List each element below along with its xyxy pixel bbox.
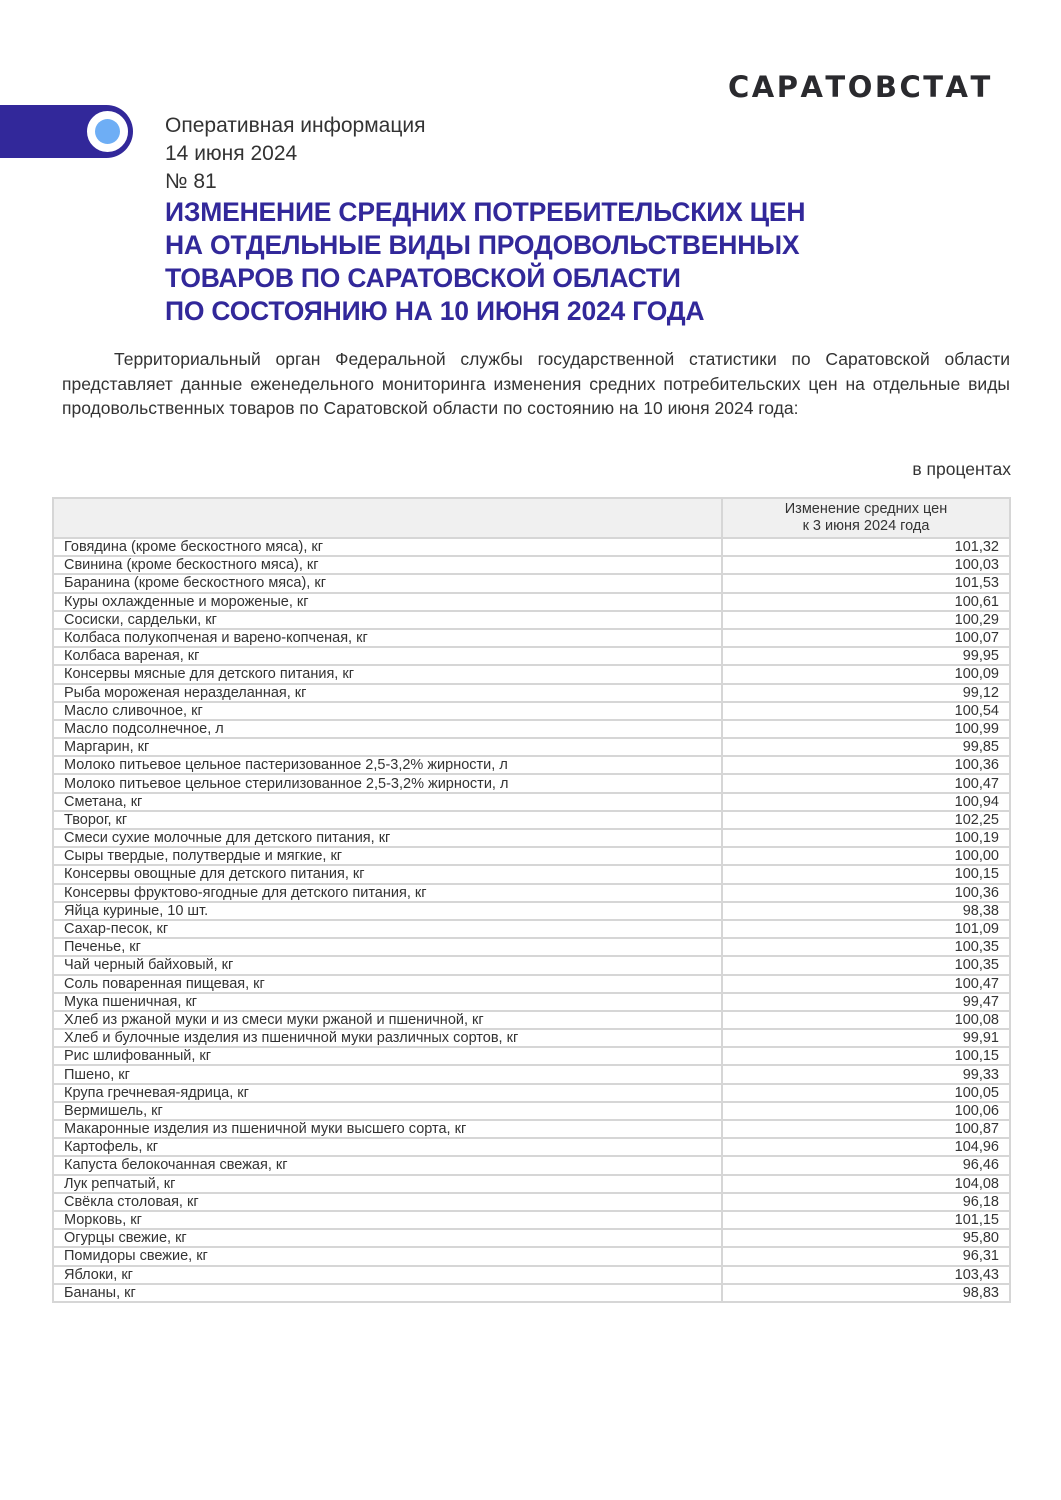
product-name: Чай черный байховый, кг <box>53 956 722 974</box>
table-row <box>53 920 1010 938</box>
product-name: Свинина (кроме бескостного мяса), кг <box>53 556 722 574</box>
table-row <box>53 829 1010 847</box>
price-change-value: 100,87 <box>722 1120 1010 1138</box>
price-change-value: 101,53 <box>722 574 1010 592</box>
product-name: Масло сливочное, кг <box>53 702 722 720</box>
product-name: Хлеб из ржаной муки и из смеси муки ржаной и пшеничной, кг <box>53 1011 722 1029</box>
price-change-value: 99,47 <box>722 993 1010 1011</box>
price-change-value: 100,15 <box>722 1047 1010 1065</box>
product-name: Рыба мороженая неразделанная, кг <box>53 684 722 702</box>
table-row <box>53 1247 1010 1265</box>
table-row <box>53 847 1010 865</box>
document-meta <box>165 112 425 196</box>
title-line: ИЗМЕНЕНИЕ СРЕДНИХ ПОТРЕБИТЕЛЬСКИХ ЦЕН <box>165 197 806 227</box>
product-name: Колбаса полукопченая и варено-копченая, кг <box>53 629 722 647</box>
table-row <box>53 574 1010 592</box>
product-name: Вермишель, кг <box>53 1102 722 1120</box>
price-change-value: 100,19 <box>722 829 1010 847</box>
product-name: Крупа гречневая-ядрица, кг <box>53 1084 722 1102</box>
table-row <box>53 975 1010 993</box>
product-name: Лук репчатый, кг <box>53 1175 722 1193</box>
price-change-value: 100,06 <box>722 1102 1010 1120</box>
price-change-value: 100,03 <box>722 556 1010 574</box>
product-name: Консервы мясные для детского питания, кг <box>53 665 722 683</box>
table-row <box>53 811 1010 829</box>
product-name: Сосиски, сардельки, кг <box>53 611 722 629</box>
table-row <box>53 556 1010 574</box>
product-name: Яблоки, кг <box>53 1266 722 1284</box>
product-name: Масло подсолнечное, л <box>53 720 722 738</box>
price-change-value: 101,32 <box>722 538 1010 556</box>
header-change-line1: Изменение средних цен <box>784 501 948 517</box>
product-name: Сметана, кг <box>53 793 722 811</box>
product-name: Сыры твердые, полутвердые и мягкие, кг <box>53 847 722 865</box>
price-change-value: 96,18 <box>722 1193 1010 1211</box>
table-row <box>53 593 1010 611</box>
title-line: НА ОТДЕЛЬНЫЕ ВИДЫ ПРОДОВОЛЬСТВЕННЫХ <box>165 230 800 260</box>
price-change-value: 104,08 <box>722 1175 1010 1193</box>
price-change-value: 101,09 <box>722 920 1010 938</box>
table-row <box>53 1029 1010 1047</box>
product-name: Маргарин, кг <box>53 738 722 756</box>
price-change-value: 100,29 <box>722 611 1010 629</box>
intro-paragraph <box>62 347 1010 421</box>
product-name: Молоко питьевое цельное пастеризованное 2,5-3,2% жирности, л <box>53 756 722 774</box>
price-change-value: 98,83 <box>722 1284 1010 1302</box>
table-row <box>53 1138 1010 1156</box>
header-product <box>53 498 722 538</box>
product-name: Творог, кг <box>53 811 722 829</box>
circle-dot-icon <box>95 119 120 144</box>
price-change-value: 95,80 <box>722 1229 1010 1247</box>
price-change-value: 96,46 <box>722 1156 1010 1174</box>
product-name: Яйца куриные, 10 шт. <box>53 902 722 920</box>
price-change-value: 96,31 <box>722 1247 1010 1265</box>
price-change-value: 100,35 <box>722 956 1010 974</box>
product-name: Морковь, кг <box>53 1211 722 1229</box>
price-change-value: 100,54 <box>722 702 1010 720</box>
page-title <box>165 196 805 328</box>
price-change-value: 99,33 <box>722 1065 1010 1083</box>
product-name: Бананы, кг <box>53 1284 722 1302</box>
product-name: Баранина (кроме бескостного мяса), кг <box>53 574 722 592</box>
price-change-value: 100,05 <box>722 1084 1010 1102</box>
product-name: Печенье, кг <box>53 938 722 956</box>
table-row <box>53 1266 1010 1284</box>
units-label: в процентах <box>912 459 1011 479</box>
price-change-value: 100,94 <box>722 793 1010 811</box>
product-name: Сахар-песок, кг <box>53 920 722 938</box>
table-header-row <box>53 498 1010 538</box>
table-row <box>53 774 1010 792</box>
saratovstat-logo: САРАТОВСТАТ <box>728 70 993 104</box>
product-name: Хлеб и булочные изделия из пшеничной муки различных сортов, кг <box>53 1029 722 1047</box>
table-row <box>53 956 1010 974</box>
product-name: Мука пшеничная, кг <box>53 993 722 1011</box>
product-name: Помидоры свежие, кг <box>53 1247 722 1265</box>
table-row <box>53 647 1010 665</box>
table-row <box>53 720 1010 738</box>
price-change-table <box>52 497 1011 1303</box>
price-change-value: 100,15 <box>722 865 1010 883</box>
table-row <box>53 793 1010 811</box>
header-change <box>722 498 1010 538</box>
product-name: Консервы овощные для детского питания, кг <box>53 865 722 883</box>
table-row <box>53 1284 1010 1302</box>
title-line: ПО СОСТОЯНИЮ НА 10 ИЮНЯ 2024 ГОДА <box>165 296 705 326</box>
table-row <box>53 684 1010 702</box>
product-name: Говядина (кроме бескостного мяса), кг <box>53 538 722 556</box>
table-row <box>53 702 1010 720</box>
product-name: Пшено, кг <box>53 1065 722 1083</box>
table-row <box>53 1011 1010 1029</box>
product-name: Свёкла столовая, кг <box>53 1193 722 1211</box>
price-change-value: 99,85 <box>722 738 1010 756</box>
table-row <box>53 1084 1010 1102</box>
intro-text: Территориальный орган Федеральной службы государственной статистики по Саратовской области представляет данные еженедельного мониторинга изменения средних потребительских цен на отдельные виды продовольственных товаров по Саратовской области по состоянию на 10 июня 2024 года: <box>62 349 1010 418</box>
price-change-value: 99,95 <box>722 647 1010 665</box>
product-name: Куры охлажденные и мороженые, кг <box>53 593 722 611</box>
table-row <box>53 611 1010 629</box>
price-change-value: 100,36 <box>722 756 1010 774</box>
table-row <box>53 993 1010 1011</box>
product-name: Консервы фруктово-ягодные для детского питания, кг <box>53 884 722 902</box>
table-row <box>53 1102 1010 1120</box>
table-row <box>53 738 1010 756</box>
product-name: Колбаса вареная, кг <box>53 647 722 665</box>
product-name: Картофель, кг <box>53 1138 722 1156</box>
table-row <box>53 1120 1010 1138</box>
table-row <box>53 1156 1010 1174</box>
product-name: Смеси сухие молочные для детского питания, кг <box>53 829 722 847</box>
table-row <box>53 1175 1010 1193</box>
table-row <box>53 1047 1010 1065</box>
price-change-value: 99,91 <box>722 1029 1010 1047</box>
product-name: Капуста белокочанная свежая, кг <box>53 1156 722 1174</box>
table-row <box>53 538 1010 556</box>
price-change-value: 100,61 <box>722 593 1010 611</box>
table-row <box>53 1229 1010 1247</box>
table-row <box>53 1193 1010 1211</box>
product-name: Макаронные изделия из пшеничной муки высшего сорта, кг <box>53 1120 722 1138</box>
header-change-line2: к 3 июня 2024 года <box>802 518 930 534</box>
table-row <box>53 902 1010 920</box>
price-change-value: 100,36 <box>722 884 1010 902</box>
table-row <box>53 629 1010 647</box>
price-change-value: 98,38 <box>722 902 1010 920</box>
price-change-value: 100,47 <box>722 774 1010 792</box>
price-change-value: 101,15 <box>722 1211 1010 1229</box>
price-change-value: 100,99 <box>722 720 1010 738</box>
table-row <box>53 756 1010 774</box>
table-row <box>53 665 1010 683</box>
price-change-value: 103,43 <box>722 1266 1010 1284</box>
price-change-value: 104,96 <box>722 1138 1010 1156</box>
price-change-value: 100,35 <box>722 938 1010 956</box>
table-row <box>53 865 1010 883</box>
price-change-value: 102,25 <box>722 811 1010 829</box>
document-number: № 81 <box>165 170 217 193</box>
product-name: Огурцы свежие, кг <box>53 1229 722 1247</box>
document-type: Оперативная информация <box>165 114 426 137</box>
table-row <box>53 884 1010 902</box>
product-name: Рис шлифованный, кг <box>53 1047 722 1065</box>
table-row <box>53 1211 1010 1229</box>
price-change-value: 100,00 <box>722 847 1010 865</box>
table-row <box>53 938 1010 956</box>
document-date: 14 июня 2024 <box>165 142 298 165</box>
price-change-value: 100,08 <box>722 1011 1010 1029</box>
product-name: Молоко питьевое цельное стерилизованное 2,5-3,2% жирности, л <box>53 774 722 792</box>
price-change-value: 100,07 <box>722 629 1010 647</box>
product-name: Соль поваренная пищевая, кг <box>53 975 722 993</box>
table-row <box>53 1065 1010 1083</box>
price-change-value: 99,12 <box>722 684 1010 702</box>
price-change-value: 100,09 <box>722 665 1010 683</box>
title-line: ТОВАРОВ ПО САРАТОВСКОЙ ОБЛАСТИ <box>165 263 681 293</box>
price-change-value: 100,47 <box>722 975 1010 993</box>
